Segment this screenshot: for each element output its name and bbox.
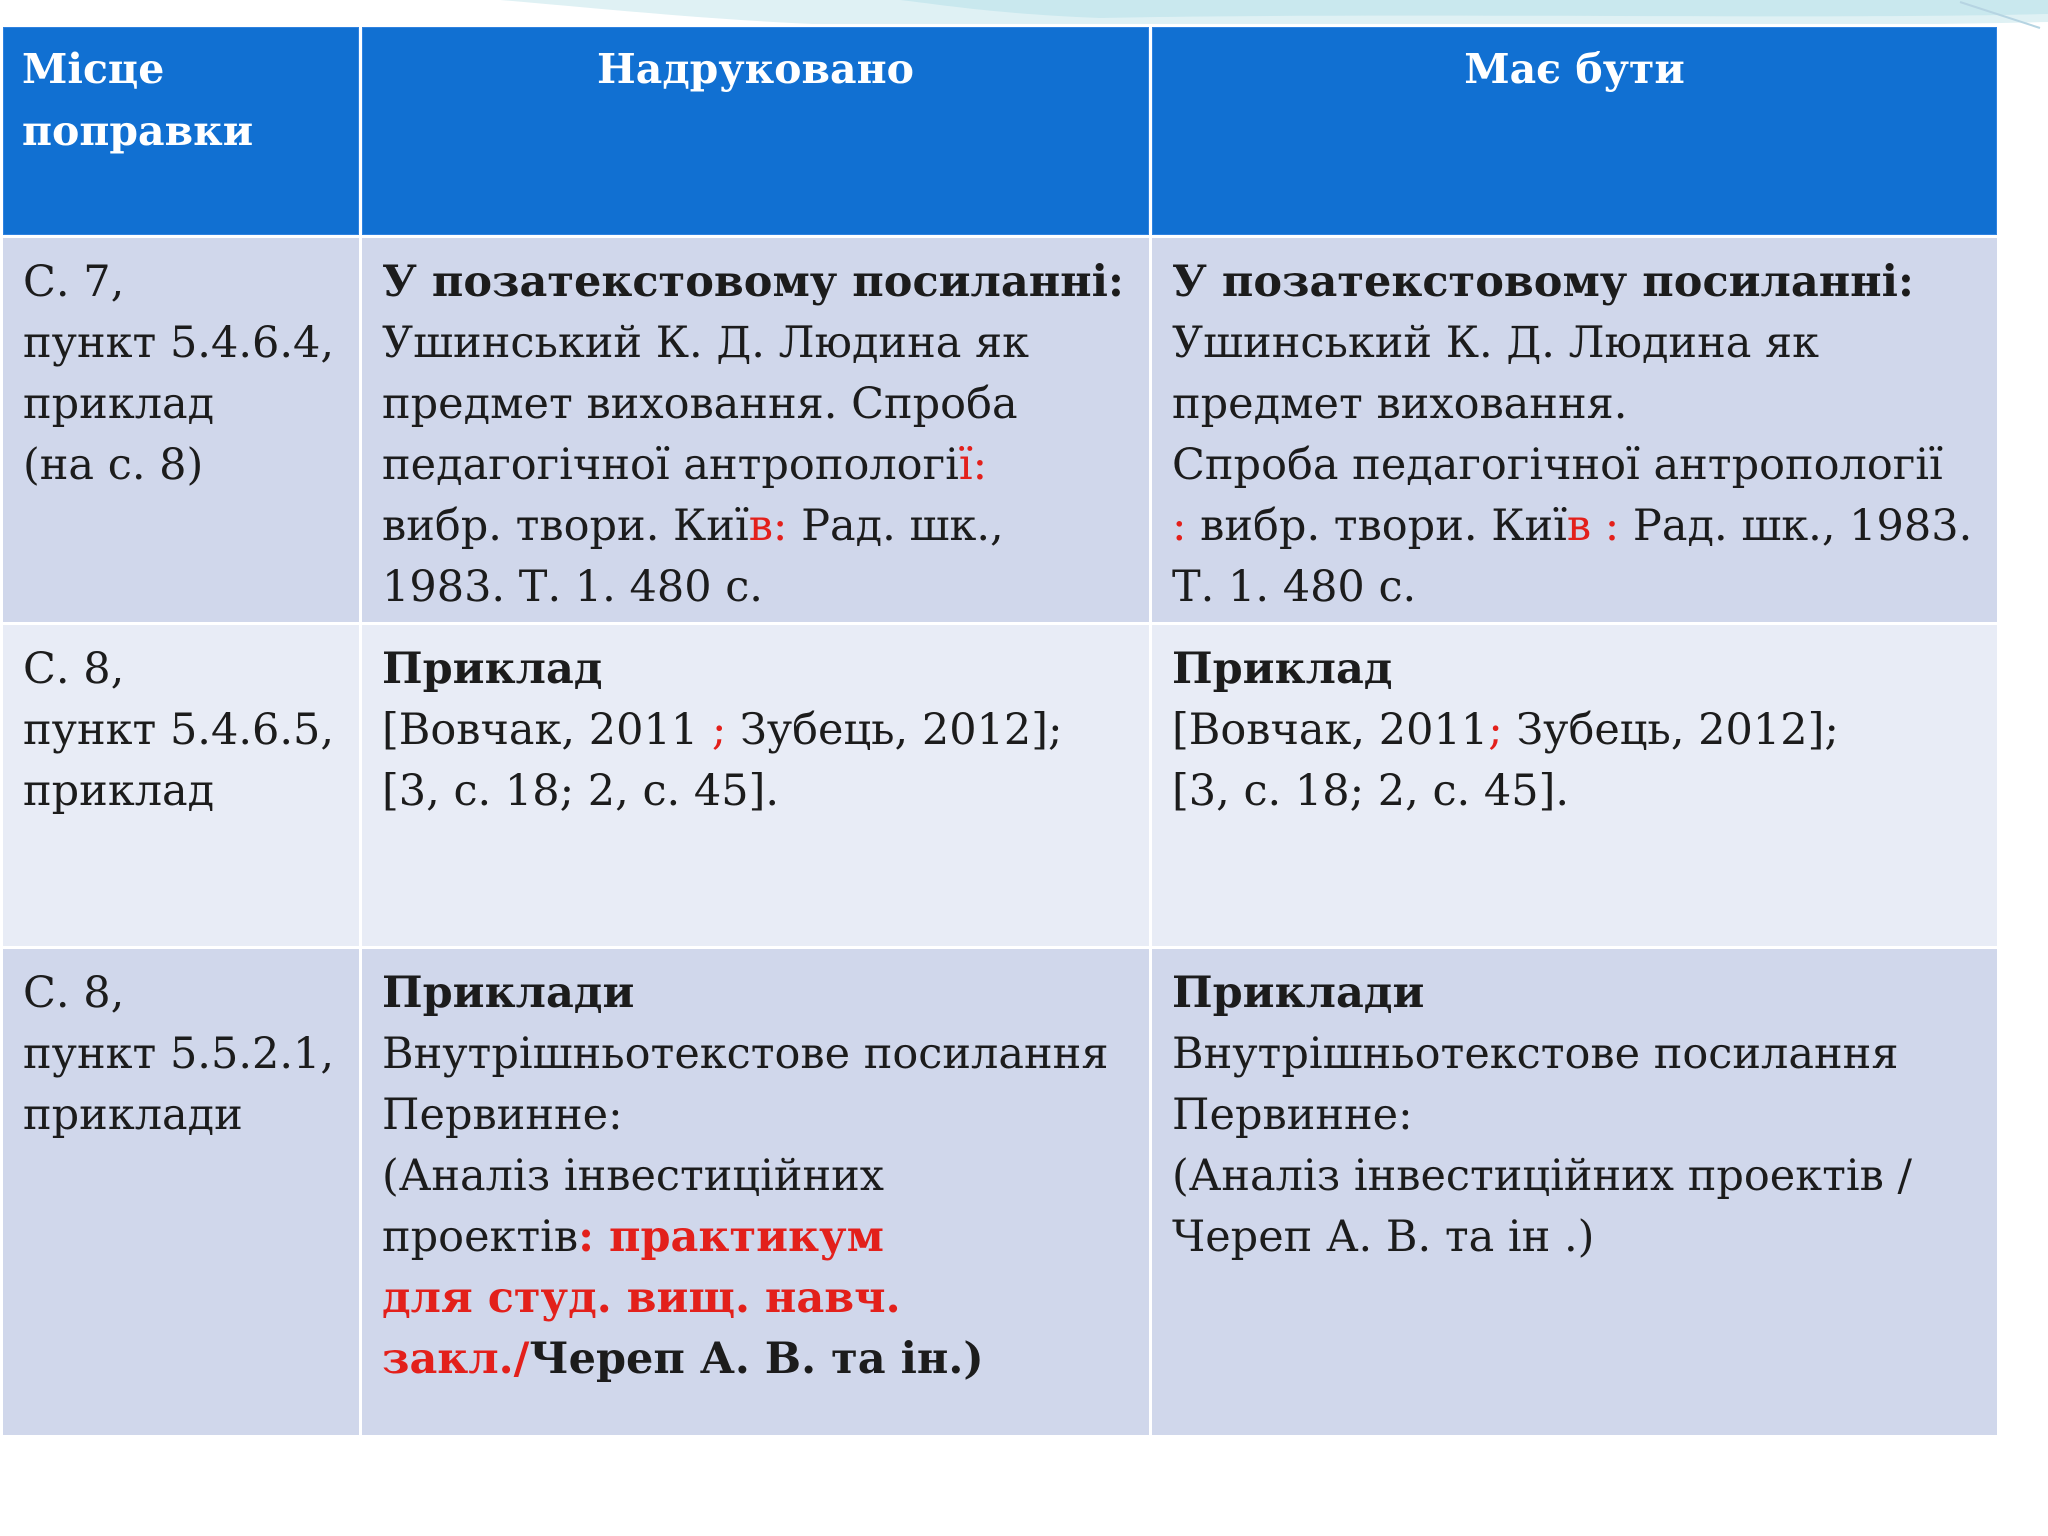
text-fragment: Рад. шк., bbox=[787, 501, 1004, 551]
printed-line: для студ. вищ. навч. bbox=[382, 1273, 901, 1323]
should-be-line: Т. 1. 480 с. bbox=[1172, 562, 1417, 612]
place-line: приклад bbox=[23, 766, 215, 816]
should-be-line: Спроба педагогічної антропології bbox=[1172, 440, 1943, 490]
errata-table bbox=[0, 24, 2000, 1438]
should-be-heading: Приклад bbox=[1172, 644, 1393, 694]
place-line: приклади bbox=[23, 1090, 243, 1140]
table-header-row bbox=[3, 27, 1997, 235]
place-line: С. 7, bbox=[23, 257, 125, 307]
place-cell bbox=[3, 625, 359, 946]
printed-line: Внутрішньотекстове посилання bbox=[382, 1029, 1109, 1079]
place-line: пункт 5.4.6.5, bbox=[23, 705, 335, 755]
printed-cell bbox=[362, 238, 1149, 622]
header-place-of-correction bbox=[3, 27, 359, 235]
text-fragment: вибр. твори. Киї bbox=[1186, 501, 1567, 551]
highlighted-fragment: : практикум bbox=[578, 1212, 884, 1262]
should-be-line bbox=[1172, 700, 1983, 761]
printed-cell bbox=[362, 949, 1149, 1435]
place-line: пункт 5.4.6.4, bbox=[23, 318, 335, 368]
highlighted-fragment: в : bbox=[1566, 501, 1620, 551]
printed-line bbox=[382, 435, 1135, 496]
should-be-cell bbox=[1152, 949, 1997, 1435]
should-be-line: (Аналіз інвестиційних проектів / bbox=[1172, 1151, 1913, 1201]
printed-heading: У позатекстовому посиланні: bbox=[382, 257, 1124, 307]
should-be-cell bbox=[1152, 625, 1997, 946]
should-be-line bbox=[1172, 496, 1983, 557]
printed-line bbox=[382, 700, 1135, 761]
printed-line bbox=[382, 1329, 1135, 1390]
table-row bbox=[3, 949, 1997, 1435]
header-place-line-2: поправки bbox=[22, 107, 254, 155]
text-fragment: [Вовчак, 2011 bbox=[1172, 705, 1489, 755]
printed-line: 1983. Т. 1. 480 с. bbox=[382, 562, 763, 612]
printed-line: Первинне: bbox=[382, 1090, 623, 1140]
text-fragment: Зубець, 2012]; bbox=[1502, 705, 1839, 755]
table-row bbox=[3, 625, 1997, 946]
place-line: приклад bbox=[23, 379, 215, 429]
printed-line: Ушинський К. Д. Людина як bbox=[382, 318, 1030, 368]
printed-heading: Приклади bbox=[382, 968, 635, 1018]
should-be-line: Первинне: bbox=[1172, 1090, 1413, 1140]
should-be-line: Ушинський К. Д. Людина як bbox=[1172, 318, 1820, 368]
place-line: пункт 5.5.2.1, bbox=[23, 1029, 335, 1079]
should-be-line: Внутрішньотекстове посилання bbox=[1172, 1029, 1899, 1079]
table-row bbox=[3, 238, 1997, 622]
should-be-line: предмет виховання. bbox=[1172, 379, 1628, 429]
text-fragment: [Вовчак, 2011 bbox=[382, 705, 712, 755]
text-fragment: Череп А. В. та ін.) bbox=[529, 1334, 984, 1384]
place-cell bbox=[3, 949, 359, 1435]
header-place-line-1: Місце bbox=[22, 45, 165, 93]
highlighted-fragment: ї: bbox=[958, 440, 988, 490]
place-line: (на с. 8) bbox=[23, 440, 204, 490]
highlighted-fragment: закл./ bbox=[382, 1334, 530, 1384]
place-line: С. 8, bbox=[23, 968, 125, 1018]
text-fragment: педагогічної антропологі bbox=[382, 440, 959, 490]
highlighted-fragment: ; bbox=[1488, 705, 1503, 755]
printed-line: (Аналіз інвестиційних bbox=[382, 1151, 885, 1201]
text-fragment: проектів bbox=[382, 1212, 579, 1262]
should-be-line: Череп А. В. та ін .) bbox=[1172, 1212, 1595, 1262]
highlighted-fragment: : bbox=[1172, 501, 1187, 551]
errata-table-container bbox=[0, 24, 2000, 1438]
printed-line: предмет виховання. Спроба bbox=[382, 379, 1018, 429]
header-should-be: Має бути bbox=[1152, 27, 1997, 235]
highlighted-fragment: ; bbox=[711, 705, 727, 755]
printed-heading: Приклад bbox=[382, 644, 603, 694]
header-printed: Надруковано bbox=[362, 27, 1149, 235]
place-line: С. 8, bbox=[23, 644, 125, 694]
printed-line bbox=[382, 1207, 1135, 1268]
should-be-cell bbox=[1152, 238, 1997, 622]
printed-line: [3, с. 18; 2, с. 45]. bbox=[382, 766, 780, 816]
text-fragment: Рад. шк., 1983. bbox=[1619, 501, 1973, 551]
should-be-line: [3, с. 18; 2, с. 45]. bbox=[1172, 766, 1570, 816]
place-cell bbox=[3, 238, 359, 622]
printed-cell bbox=[362, 625, 1149, 946]
printed-line bbox=[382, 496, 1135, 557]
should-be-heading: У позатекстовому посиланні: bbox=[1172, 257, 1914, 307]
text-fragment: вибр. твори. Киї bbox=[382, 501, 749, 551]
should-be-heading: Приклади bbox=[1172, 968, 1425, 1018]
text-fragment: Зубець, 2012]; bbox=[726, 705, 1063, 755]
highlighted-fragment: в: bbox=[748, 501, 788, 551]
